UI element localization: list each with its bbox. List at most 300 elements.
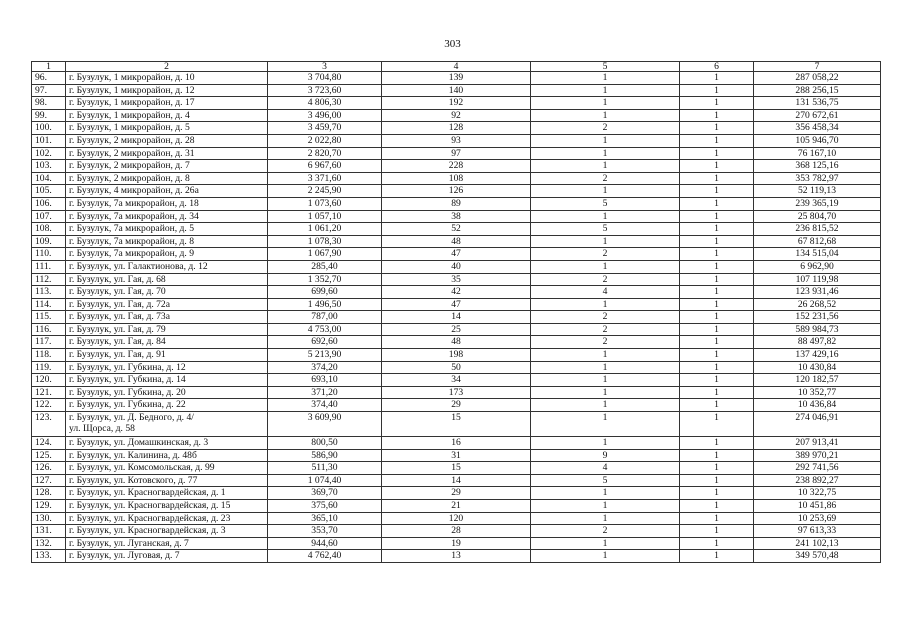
- column-6-cell: 1: [680, 336, 754, 349]
- column-4-cell: 126: [382, 185, 531, 198]
- column-5-cell: 2: [531, 525, 680, 538]
- address-cell: [66, 210, 268, 223]
- row-number-cell: 111.: [32, 260, 66, 273]
- amount-cell: 589 984,73: [754, 323, 881, 336]
- column-5-cell: 5: [531, 223, 680, 236]
- column-4-cell: 92: [382, 109, 531, 122]
- row-number-cell: 120.: [32, 374, 66, 387]
- address-line: г. Бузулук, ул. Гая, д. 79: [69, 323, 166, 335]
- table-row: [32, 386, 881, 399]
- column-4-cell: 108: [382, 172, 531, 185]
- column-5-cell: 1: [531, 260, 680, 273]
- area-cell: 800,50: [268, 437, 382, 450]
- row-number-cell: 123.: [32, 412, 66, 437]
- address-line: г. Бузулук, 2 микрорайон, д. 28: [69, 134, 195, 146]
- address-line: г. Бузулук, ул. Калинина, д. 48б: [69, 449, 197, 461]
- column-5-cell: 1: [531, 349, 680, 362]
- address-line: г. Бузулук, ул. Губкина, д. 14: [69, 374, 186, 386]
- address-line: ул. Щорса, д. 58: [69, 423, 135, 435]
- address-line: г. Бузулук, ул. Гая, д. 84: [69, 336, 166, 348]
- column-5-cell: 2: [531, 172, 680, 185]
- column-6-cell: 1: [680, 474, 754, 487]
- address-line: г. Бузулук, ул. Губкина, д. 12: [69, 361, 186, 373]
- address-line: г. Бузулук, ул. Гая, д. 70: [69, 286, 166, 298]
- address-line: г. Бузулук, 7а микрорайон, д. 8: [69, 235, 195, 247]
- column-6-cell: 1: [680, 361, 754, 374]
- area-cell: 693,10: [268, 374, 382, 387]
- address-cell: [66, 84, 268, 97]
- column-6-cell: 1: [680, 412, 754, 437]
- area-cell: 1 496,50: [268, 298, 382, 311]
- row-number-cell: 110.: [32, 248, 66, 261]
- address-line: г. Бузулук, 2 микрорайон, д. 31: [69, 147, 195, 159]
- address-line: г. Бузулук, ул. Домашкинская, д. 3: [69, 437, 209, 449]
- row-number-cell: 100.: [32, 122, 66, 135]
- address-line: г. Бузулук, 7а микрорайон, д. 18: [69, 197, 199, 209]
- row-number-cell: 105.: [32, 185, 66, 198]
- address-cell: [66, 109, 268, 122]
- address-line: г. Бузулук, ул. Гая, д. 73а: [69, 311, 170, 323]
- amount-cell: 88 497,82: [754, 336, 881, 349]
- area-cell: 699,60: [268, 286, 382, 299]
- table-row: [32, 474, 881, 487]
- row-number-cell: 118.: [32, 349, 66, 362]
- area-cell: 2 820,70: [268, 147, 382, 160]
- column-5-cell: 4: [531, 286, 680, 299]
- row-number-cell: 107.: [32, 210, 66, 223]
- amount-cell: 270 672,61: [754, 109, 881, 122]
- column-5-cell: 1: [531, 550, 680, 563]
- address-line: г. Бузулук, ул. Гая, д. 91: [69, 349, 166, 361]
- table-row: [32, 197, 881, 210]
- amount-cell: 236 815,52: [754, 223, 881, 236]
- column-5-cell: 1: [531, 537, 680, 550]
- area-cell: 4 762,40: [268, 550, 382, 563]
- column-4-cell: 48: [382, 235, 531, 248]
- column-5-cell: 1: [531, 487, 680, 500]
- column-6-cell: 1: [680, 134, 754, 147]
- column-6-cell: 1: [680, 500, 754, 513]
- row-number-cell: 127.: [32, 474, 66, 487]
- amount-cell: 67 812,68: [754, 235, 881, 248]
- amount-cell: 107 119,98: [754, 273, 881, 286]
- column-5-cell: 5: [531, 197, 680, 210]
- housing-register-table: [31, 61, 881, 563]
- amount-cell: 10 430,84: [754, 361, 881, 374]
- column-5-cell: 1: [531, 84, 680, 97]
- column-6-cell: 1: [680, 97, 754, 110]
- amount-cell: 105 946,70: [754, 134, 881, 147]
- table-row: [32, 487, 881, 500]
- column-6-cell: 1: [680, 172, 754, 185]
- table-row: [32, 500, 881, 513]
- row-number-cell: 101.: [32, 134, 66, 147]
- column-5-cell: 1: [531, 109, 680, 122]
- column-5-cell: 1: [531, 235, 680, 248]
- area-cell: 1 073,60: [268, 197, 382, 210]
- table-row: [32, 323, 881, 336]
- column-6-cell: 1: [680, 512, 754, 525]
- column-6-cell: 1: [680, 449, 754, 462]
- column-4-cell: 15: [382, 462, 531, 475]
- area-cell: 6 967,60: [268, 160, 382, 173]
- area-cell: 371,20: [268, 386, 382, 399]
- amount-cell: 137 429,16: [754, 349, 881, 362]
- column-6-cell: 1: [680, 72, 754, 85]
- table-row: [32, 72, 881, 85]
- column-4-cell: 128: [382, 122, 531, 135]
- table-row: [32, 336, 881, 349]
- amount-cell: 76 167,10: [754, 147, 881, 160]
- amount-cell: 353 782,97: [754, 172, 881, 185]
- column-6-cell: 1: [680, 147, 754, 160]
- address-line: г. Бузулук, ул. Красногвардейская, д. 15: [69, 500, 231, 511]
- area-cell: 944,60: [268, 537, 382, 550]
- row-number-cell: 98.: [32, 97, 66, 110]
- column-4-cell: 139: [382, 72, 531, 85]
- column-4-cell: 31: [382, 449, 531, 462]
- address-cell: [66, 147, 268, 160]
- column-5-cell: 9: [531, 449, 680, 462]
- address-cell: [66, 500, 268, 513]
- column-4-cell: 120: [382, 512, 531, 525]
- column-4-cell: 52: [382, 223, 531, 236]
- address-cell: [66, 487, 268, 500]
- column-5-cell: 1: [531, 160, 680, 173]
- row-number-cell: 113.: [32, 286, 66, 299]
- address-line: г. Бузулук, ул. Гая, д. 72а: [69, 298, 170, 310]
- amount-cell: 238 892,27: [754, 474, 881, 487]
- column-6-cell: 1: [680, 399, 754, 412]
- column-header-1: 1: [32, 62, 66, 72]
- column-6-cell: 1: [680, 386, 754, 399]
- amount-cell: 25 804,70: [754, 210, 881, 223]
- row-number-cell: 115.: [32, 311, 66, 324]
- amount-cell: 6 962,90: [754, 260, 881, 273]
- area-cell: 353,70: [268, 525, 382, 538]
- table-row: [32, 147, 881, 160]
- column-5-cell: 1: [531, 437, 680, 450]
- amount-cell: 292 741,56: [754, 462, 881, 475]
- address-line: г. Бузулук, 4 микрорайон, д. 26а: [69, 185, 199, 197]
- row-number-cell: 114.: [32, 298, 66, 311]
- row-number-cell: 108.: [32, 223, 66, 236]
- column-4-cell: 13: [382, 550, 531, 563]
- address-cell: [66, 160, 268, 173]
- row-number-cell: 119.: [32, 361, 66, 374]
- amount-cell: 239 365,19: [754, 197, 881, 210]
- address-line: г. Бузулук, 1 микрорайон, д. 10: [69, 72, 195, 83]
- area-cell: 1 074,40: [268, 474, 382, 487]
- amount-cell: 10 451,86: [754, 500, 881, 513]
- area-cell: 285,40: [268, 260, 382, 273]
- table-row: [32, 172, 881, 185]
- address-line: г. Бузулук, ул. Луговая, д. 7: [69, 550, 180, 562]
- column-5-cell: 1: [531, 374, 680, 387]
- column-header-3: 3: [268, 62, 382, 72]
- address-cell: [66, 386, 268, 399]
- column-6-cell: 1: [680, 273, 754, 286]
- address-line: г. Бузулук, 7а микрорайон, д. 5: [69, 223, 195, 235]
- page-number: 303: [444, 38, 461, 50]
- table-row: [32, 437, 881, 450]
- amount-cell: 349 570,48: [754, 550, 881, 563]
- table-row: [32, 235, 881, 248]
- address-cell: [66, 97, 268, 110]
- area-cell: 375,60: [268, 500, 382, 513]
- column-4-cell: 47: [382, 248, 531, 261]
- address-line: г. Бузулук, 1 микрорайон, д. 4: [69, 109, 190, 121]
- amount-cell: 241 102,13: [754, 537, 881, 550]
- address-line: г. Бузулук, ул. Комсомольская, д. 99: [69, 462, 215, 474]
- column-4-cell: 192: [382, 97, 531, 110]
- column-5-cell: 2: [531, 248, 680, 261]
- amount-cell: 120 182,57: [754, 374, 881, 387]
- table-row: [32, 248, 881, 261]
- table-row: [32, 298, 881, 311]
- amount-cell: 10 253,69: [754, 512, 881, 525]
- column-6-cell: 1: [680, 550, 754, 563]
- area-cell: 511,30: [268, 462, 382, 475]
- address-line: г. Бузулук, ул. Котовского, д. 77: [69, 474, 198, 486]
- address-cell: [66, 537, 268, 550]
- row-number-cell: 112.: [32, 273, 66, 286]
- address-cell: [66, 223, 268, 236]
- column-5-cell: 1: [531, 399, 680, 412]
- column-6-cell: 1: [680, 248, 754, 261]
- address-cell: [66, 260, 268, 273]
- column-6-cell: 1: [680, 210, 754, 223]
- column-5-cell: 2: [531, 122, 680, 135]
- row-number-cell: 130.: [32, 512, 66, 525]
- table-row: [32, 374, 881, 387]
- area-cell: 692,60: [268, 336, 382, 349]
- column-6-cell: 1: [680, 311, 754, 324]
- area-cell: 586,90: [268, 449, 382, 462]
- table-row: [32, 349, 881, 362]
- area-cell: 2 022,80: [268, 134, 382, 147]
- row-number-cell: 116.: [32, 323, 66, 336]
- table-row: [32, 462, 881, 475]
- row-number-cell: 132.: [32, 537, 66, 550]
- address-cell: [66, 336, 268, 349]
- address-line: г. Бузулук, 1 микрорайон, д. 17: [69, 97, 195, 109]
- table-row: [32, 361, 881, 374]
- row-number-cell: 122.: [32, 399, 66, 412]
- table-row: [32, 399, 881, 412]
- amount-cell: 10 436,84: [754, 399, 881, 412]
- address-line: г. Бузулук, 7а микрорайон, д. 9: [69, 248, 195, 260]
- column-5-cell: 1: [531, 500, 680, 513]
- address-line: г. Бузулук, ул. Губкина, д. 20: [69, 386, 186, 398]
- table-row: [32, 273, 881, 286]
- table-row: [32, 97, 881, 110]
- amount-cell: 123 931,46: [754, 286, 881, 299]
- address-line: г. Бузулук, 7а микрорайон, д. 34: [69, 210, 199, 222]
- address-line: г. Бузулук, ул. Красногвардейская, д. 3: [69, 525, 226, 537]
- column-6-cell: 1: [680, 537, 754, 550]
- column-6-cell: 1: [680, 122, 754, 135]
- area-cell: 2 245,90: [268, 185, 382, 198]
- row-number-cell: 117.: [32, 336, 66, 349]
- column-6-cell: 1: [680, 525, 754, 538]
- area-cell: 1 061,20: [268, 223, 382, 236]
- table-row: [32, 134, 881, 147]
- amount-cell: 287 058,22: [754, 72, 881, 85]
- column-6-cell: 1: [680, 374, 754, 387]
- column-5-cell: 1: [531, 386, 680, 399]
- area-cell: 5 213,90: [268, 349, 382, 362]
- table-row: [32, 550, 881, 563]
- column-4-cell: 38: [382, 210, 531, 223]
- address-cell: [66, 134, 268, 147]
- column-4-cell: 25: [382, 323, 531, 336]
- row-number-cell: 121.: [32, 386, 66, 399]
- table-row: [32, 286, 881, 299]
- area-cell: 365,10: [268, 512, 382, 525]
- table-row: [32, 109, 881, 122]
- address-cell: [66, 235, 268, 248]
- column-5-cell: 2: [531, 323, 680, 336]
- column-6-cell: 1: [680, 197, 754, 210]
- amount-cell: 356 458,34: [754, 122, 881, 135]
- table-row: [32, 210, 881, 223]
- area-cell: 374,40: [268, 399, 382, 412]
- area-cell: 4 753,00: [268, 323, 382, 336]
- address-line: г. Бузулук, ул. Гая, д. 68: [69, 273, 166, 285]
- table-row: [32, 185, 881, 198]
- amount-cell: 134 515,04: [754, 248, 881, 261]
- address-cell: [66, 399, 268, 412]
- area-cell: 374,20: [268, 361, 382, 374]
- column-4-cell: 50: [382, 361, 531, 374]
- address-line: г. Бузулук, ул. Красногвардейская, д. 23: [69, 512, 231, 524]
- row-number-cell: 133.: [32, 550, 66, 563]
- row-number-cell: 109.: [32, 235, 66, 248]
- column-header-5: 5: [531, 62, 680, 72]
- amount-cell: 10 322,75: [754, 487, 881, 500]
- address-line: г. Бузулук, ул. Красногвардейская, д. 1: [69, 487, 226, 499]
- address-cell: [66, 374, 268, 387]
- table-row: [32, 525, 881, 538]
- column-4-cell: 42: [382, 286, 531, 299]
- column-6-cell: 1: [680, 235, 754, 248]
- area-cell: 1 057,10: [268, 210, 382, 223]
- column-6-cell: 1: [680, 223, 754, 236]
- amount-cell: 52 119,13: [754, 185, 881, 198]
- address-cell: [66, 286, 268, 299]
- column-6-cell: 1: [680, 260, 754, 273]
- column-5-cell: 2: [531, 273, 680, 286]
- column-4-cell: 21: [382, 500, 531, 513]
- column-4-cell: 48: [382, 336, 531, 349]
- column-5-cell: 1: [531, 210, 680, 223]
- address-cell: [66, 311, 268, 324]
- table-row: [32, 160, 881, 173]
- column-6-cell: 1: [680, 84, 754, 97]
- table-body: [32, 62, 881, 563]
- address-cell: [66, 197, 268, 210]
- amount-cell: 389 970,21: [754, 449, 881, 462]
- amount-cell: 10 352,77: [754, 386, 881, 399]
- column-6-cell: 1: [680, 349, 754, 362]
- column-4-cell: 34: [382, 374, 531, 387]
- amount-cell: 207 913,41: [754, 437, 881, 450]
- table-row: [32, 122, 881, 135]
- amount-cell: 288 256,15: [754, 84, 881, 97]
- amount-cell: 26 268,52: [754, 298, 881, 311]
- column-6-cell: 1: [680, 323, 754, 336]
- address-line: г. Бузулук, ул. Луганская, д. 7: [69, 537, 189, 549]
- column-4-cell: 47: [382, 298, 531, 311]
- row-number-cell: 106.: [32, 197, 66, 210]
- area-cell: 1 352,70: [268, 273, 382, 286]
- row-number-cell: 103.: [32, 160, 66, 173]
- amount-cell: 368 125,16: [754, 160, 881, 173]
- column-6-cell: 1: [680, 185, 754, 198]
- column-4-cell: 198: [382, 349, 531, 362]
- column-4-cell: 15: [382, 412, 531, 437]
- address-cell: [66, 172, 268, 185]
- column-6-cell: 1: [680, 298, 754, 311]
- address-cell: [66, 323, 268, 336]
- column-5-cell: 2: [531, 311, 680, 324]
- column-header-2: 2: [66, 62, 268, 72]
- column-5-cell: 1: [531, 361, 680, 374]
- address-cell: [66, 349, 268, 362]
- column-4-cell: 228: [382, 160, 531, 173]
- column-5-cell: 1: [531, 72, 680, 85]
- row-number-cell: 124.: [32, 437, 66, 450]
- column-4-cell: 14: [382, 474, 531, 487]
- table-row: [32, 449, 881, 462]
- row-number-cell: 102.: [32, 147, 66, 160]
- column-6-cell: 1: [680, 286, 754, 299]
- table-row: [32, 512, 881, 525]
- column-4-cell: 19: [382, 537, 531, 550]
- row-number-cell: 129.: [32, 500, 66, 513]
- address-cell: [66, 437, 268, 450]
- row-number-cell: 99.: [32, 109, 66, 122]
- row-number-cell: 128.: [32, 487, 66, 500]
- column-5-cell: 1: [531, 134, 680, 147]
- address-cell: [66, 525, 268, 538]
- column-4-cell: 29: [382, 399, 531, 412]
- column-4-cell: 40: [382, 260, 531, 273]
- address-cell: [66, 550, 268, 563]
- address-cell: [66, 412, 268, 437]
- row-number-cell: 104.: [32, 172, 66, 185]
- column-4-cell: 140: [382, 84, 531, 97]
- column-4-cell: 28: [382, 525, 531, 538]
- column-5-cell: 2: [531, 336, 680, 349]
- column-header-4: 4: [382, 62, 531, 72]
- column-4-cell: 29: [382, 487, 531, 500]
- column-4-cell: 16: [382, 437, 531, 450]
- column-header-7: 7: [754, 62, 881, 72]
- row-number-cell: 131.: [32, 525, 66, 538]
- area-cell: 3 371,60: [268, 172, 382, 185]
- table-row: [32, 260, 881, 273]
- area-cell: 369,70: [268, 487, 382, 500]
- table-row: [32, 223, 881, 236]
- column-6-cell: 1: [680, 160, 754, 173]
- address-line: г. Бузулук, 2 микрорайон, д. 8: [69, 172, 190, 184]
- area-cell: 3 459,70: [268, 122, 382, 135]
- column-6-cell: 1: [680, 109, 754, 122]
- address-cell: [66, 273, 268, 286]
- row-number-cell: 125.: [32, 449, 66, 462]
